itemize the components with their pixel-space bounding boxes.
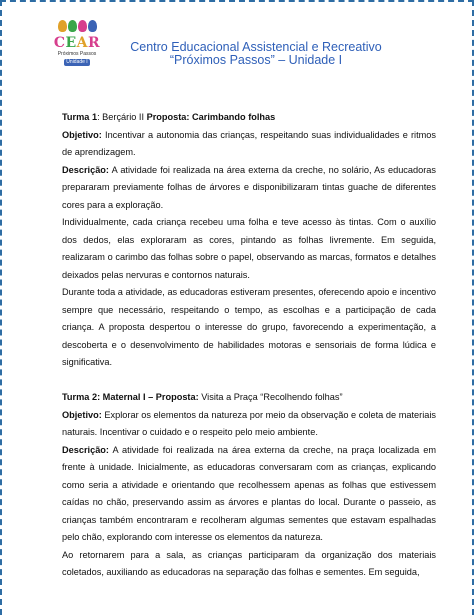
turma1-paragraph-3: Durante toda a atividade, as educadoras estiveram presentes, oferecendo apoio e incentivo sempre que necessário, respeitando o tempo, as escolhas e a participação de cada criança. A proposta despertou o interesse do grupo, favorecendo a experimentação, a descoberta e o desenvolvimento de habilidades motoras e sensoriais de forma lúdica e significativa. bbox=[62, 287, 436, 367]
turma2-objetivo bbox=[62, 407, 436, 442]
logo-unit-tag: Unidade I bbox=[64, 59, 90, 66]
cear-logo bbox=[52, 20, 102, 74]
turma1-paragraph-2: Individualmente, cada criança recebeu uma folha e teve acesso às tintas. Com o auxílio dos dedos, elas exploraram as cores, pintando as folhas livremente. Em seguida, realizaram o carimbo das folhas sobre o papel, observando as marcas, formatos e detalhes deixados pelas nervuras e contornos naturais. bbox=[62, 217, 436, 280]
turma1-objetivo-text: Incentivar a autonomia das crianças, respeitando suas individualidades e ritmos de aprendizagem. bbox=[62, 129, 436, 157]
logo-letter: C bbox=[53, 35, 66, 51]
hand-icon bbox=[68, 20, 77, 32]
turma1-objetivo bbox=[62, 127, 436, 162]
turma1-proposta-value: Carimbando folhas bbox=[189, 112, 276, 122]
turma2-descricao-label: Descrição: bbox=[62, 444, 109, 455]
turma1-label: Turma 1 bbox=[62, 112, 98, 122]
institution-title bbox=[110, 41, 402, 67]
turma2-descricao bbox=[62, 442, 436, 547]
hand-icon bbox=[88, 20, 97, 32]
document-body bbox=[62, 109, 436, 582]
turma1-descricao-label: Descrição: bbox=[62, 164, 109, 175]
turma2-objetivo-label: Objetivo: bbox=[62, 409, 102, 420]
turma2-class: : Maternal I – bbox=[97, 392, 156, 402]
logo-letter: R bbox=[88, 35, 101, 51]
turma2-objetivo-text: Explorar os elementos da natureza por meio da observação e coleta de materiais naturais. Incentivar o cuidado e o respeito pelo meio ambiente. bbox=[62, 409, 436, 437]
turma1-proposta-label: Proposta: bbox=[146, 112, 190, 122]
turma2-proposta-label: Proposta: bbox=[155, 392, 199, 402]
turma1-descricao-text: A atividade foi realizada na área externa da creche, no solário, As educadoras prepararam previamente folhas de árvores e disponibilizaram tintas guache de diferentes cores para a exploração. bbox=[62, 164, 436, 210]
turma1-class: : Berçário II bbox=[97, 112, 147, 122]
logo-tagline: Próximos Passos bbox=[57, 51, 97, 57]
turma1-descricao bbox=[62, 162, 436, 215]
hand-icon bbox=[78, 20, 87, 32]
turma1-heading bbox=[62, 109, 436, 127]
hand-icon bbox=[58, 20, 67, 32]
turma2-proposta-value: Visita a Praça “Recolhendo folhas” bbox=[198, 392, 343, 402]
hands-icon bbox=[52, 20, 102, 34]
title-line-2: “Próximos Passos” – Unidade I bbox=[169, 53, 343, 67]
turma2-label: Turma 2 bbox=[62, 392, 98, 402]
title-line-1: Centro Educacional Assistencial e Recreativo bbox=[130, 40, 382, 54]
section-spacer bbox=[62, 372, 436, 390]
logo-letter: A bbox=[76, 35, 89, 51]
logo-wordmark bbox=[52, 35, 102, 51]
turma1-objetivo-label: Objetivo: bbox=[62, 129, 102, 140]
logo-letter: E bbox=[65, 35, 77, 51]
turma2-paragraph-2: Ao retornarem para a sala, as crianças participaram da organização dos materiais coletados, auxiliando as educadoras na separação das folhas e sementes. Em seguida, bbox=[62, 549, 436, 577]
turma2-heading bbox=[62, 389, 436, 407]
document-header bbox=[2, 2, 472, 92]
turma2-descricao-text: A atividade foi realizada na área externa da creche, na praça localizada em frente à unidade. Inicialmente, as educadoras conversaram com as crianças, explicando como seria a atividade e orientando que recolhessem apenas as folhas que estivessem caídas no chão, preservando assim as árvores e plantas do local. Durante o passeio, as crianças também encontraram e recolheram algumas sementes que estavam espalhadas pelo chão, explorando com interesse os elementos da natureza. bbox=[62, 444, 436, 542]
